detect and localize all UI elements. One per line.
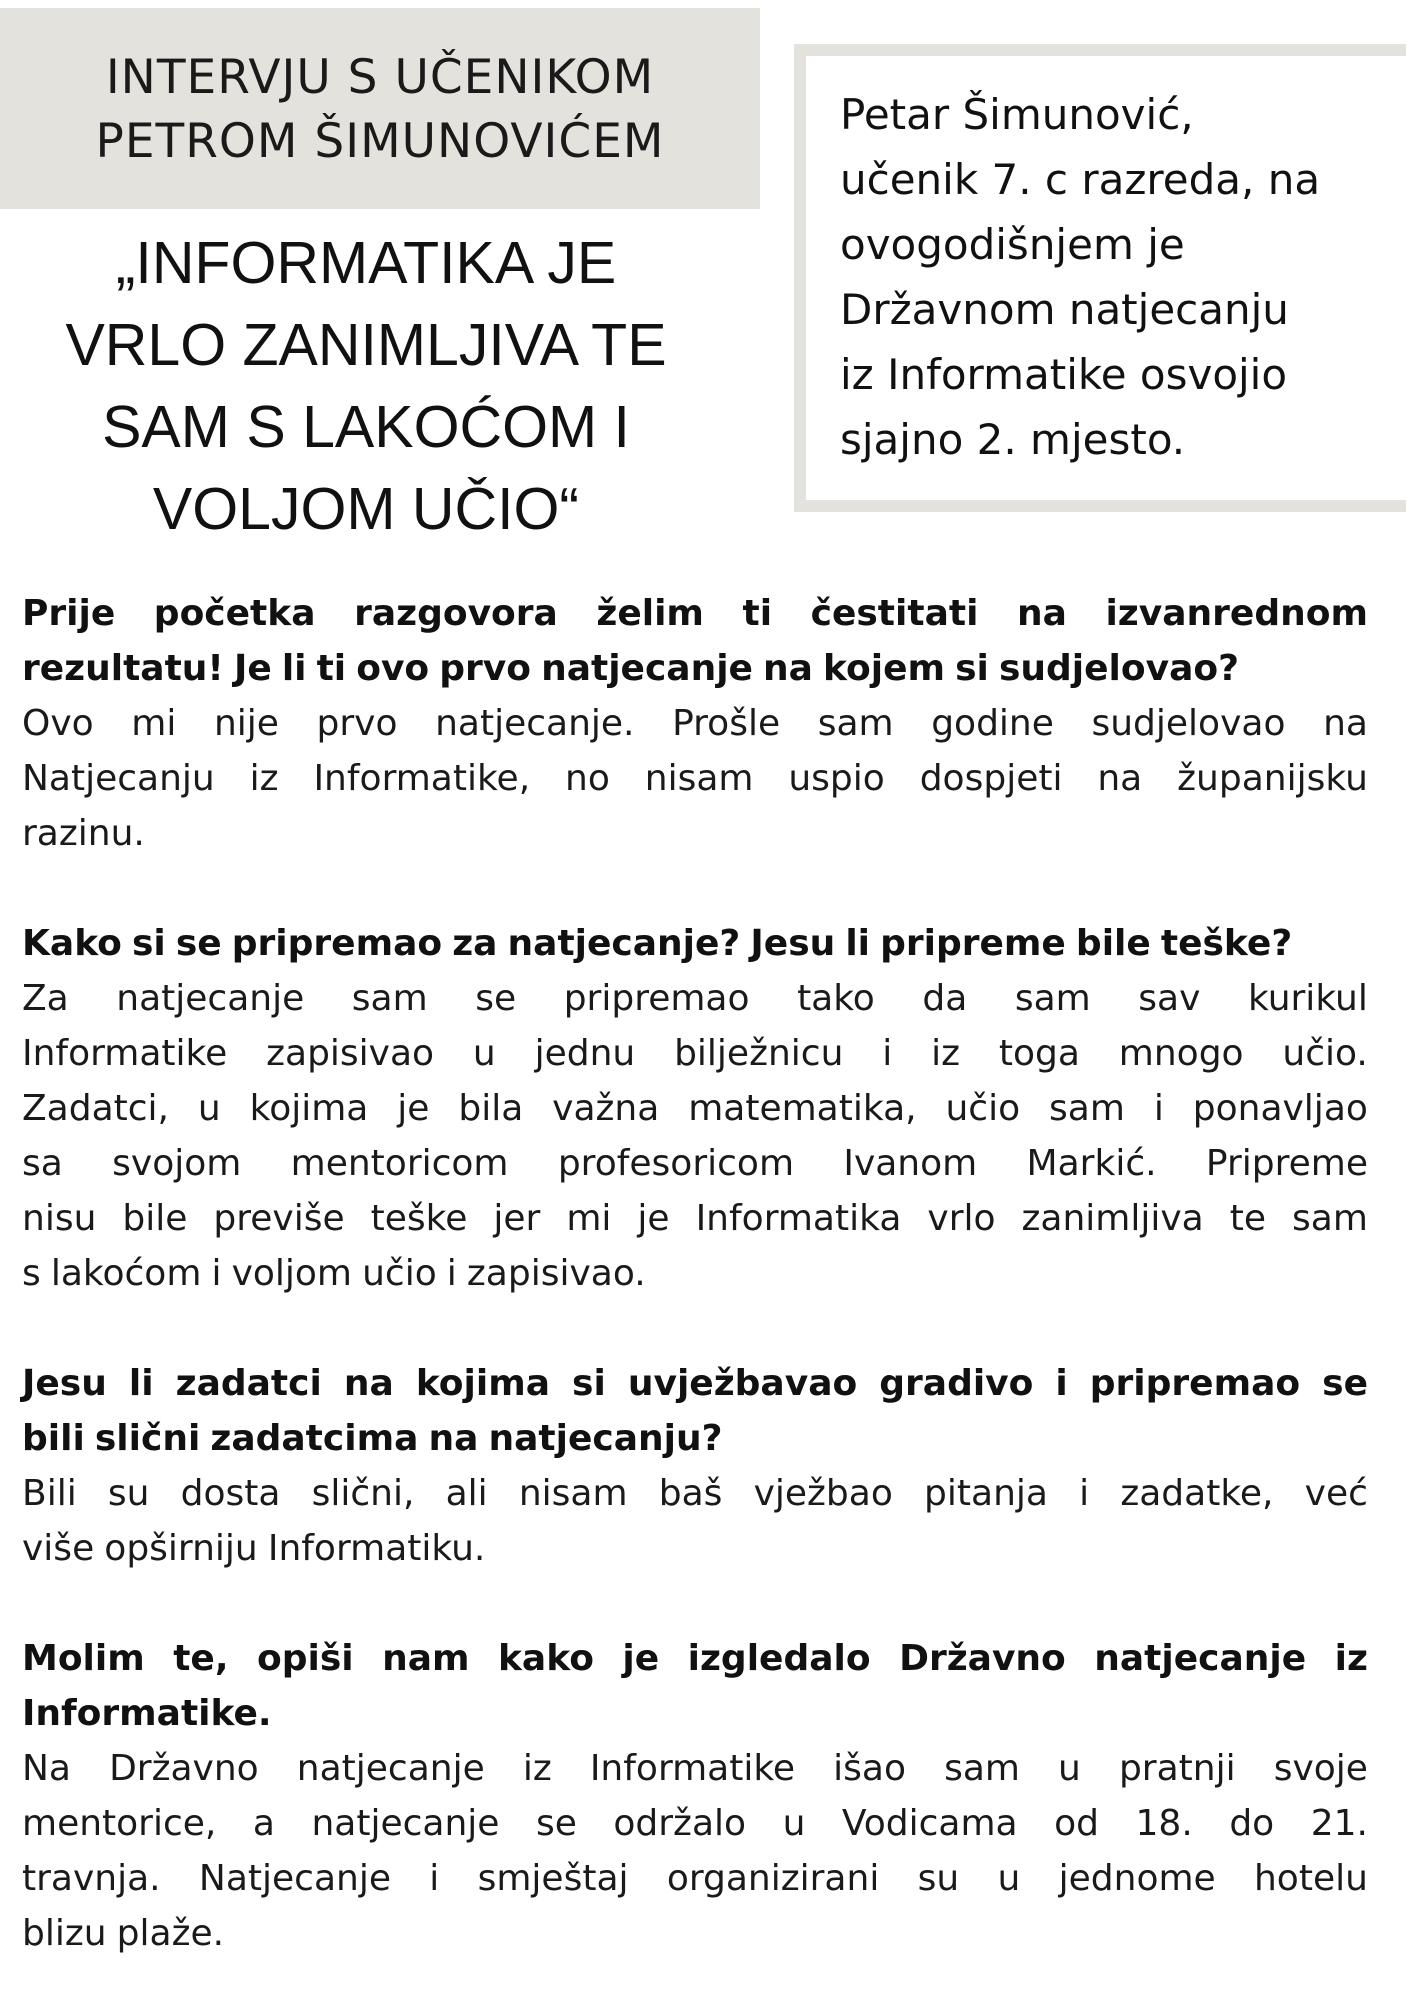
answer-line: Natjecanju iz Informatike, no nisam uspio dospjeti na županijsku [22, 758, 1368, 799]
lead-line: ovogodišnjem je [840, 220, 1185, 269]
answer-line: Ovo mi nije prvo natjecanje. Prošle sam godine sudjelovao na [22, 703, 1368, 744]
interview-body [22, 586, 1368, 1961]
article-title-line: PETROM ŠIMUNOVIĆEM [95, 114, 665, 169]
pull-quote-line: „INFORMATIKA JE [115, 230, 617, 296]
interview-section [22, 586, 1368, 861]
interview-section [22, 1356, 1368, 1576]
question-line: Informatike. [22, 1693, 272, 1734]
answer-line: više opširniju Informatiku. [22, 1528, 486, 1569]
question-line: Molim te, opiši nam kako je izgledalo Državno natjecanje iz [22, 1638, 1368, 1679]
question-line: Kako si se pripremao za natjecanje? Jesu li pripreme bile teške? [22, 923, 1293, 964]
lead-line: Državnom natjecanju [840, 285, 1289, 334]
answer-line: nisu bile previše teške jer mi je Informatika vrlo zanimljiva te sam [22, 1198, 1368, 1239]
answer-line: razinu. [22, 813, 145, 854]
pull-quote-line: VRLO ZANIMLJIVA TE [65, 312, 667, 378]
lead-line: sjajno 2. mjesto. [840, 415, 1186, 464]
question-line: rezultatu! Je li ti ovo prvo natjecanje na kojem si sudjelovao? [22, 648, 1239, 689]
answer-line: s lakoćom i voljom učio i zapisivao. [22, 1253, 646, 1294]
section-spacer [22, 1301, 1368, 1356]
question-line: Prije početka razgovora želim ti čestitati na izvanrednom [22, 593, 1368, 634]
lead-line: Petar Šimunović, [840, 90, 1194, 139]
answer-line: blizu plaže. [22, 1913, 225, 1954]
interview-section [22, 916, 1368, 1301]
answer-line: Za natjecanje sam se pripremao tako da sam sav kurikul [22, 978, 1368, 1019]
pull-quote-line: SAM S LAKOĆOM I [102, 394, 630, 460]
answer-line: Informatike zapisivao u jednu bilježnicu i iz toga mnogo učio. [22, 1033, 1368, 1074]
answer-line: Bili su dosta slični, ali nisam baš vježbao pitanja i zadatke, već [22, 1473, 1368, 1514]
section-spacer [22, 861, 1368, 916]
lead-box [794, 44, 1406, 512]
answer-line: Na Državno natjecanje iz Informatike išao sam u pratnji svoje [22, 1748, 1368, 1789]
interview-section [22, 1631, 1368, 1961]
question-line: bili slični zadatcima na natjecanju? [22, 1418, 723, 1459]
article-title-line: INTERVJU S UČENIKOM [105, 50, 655, 105]
pull-quote [0, 222, 732, 550]
section-spacer [22, 1576, 1368, 1631]
pull-quote-line: VOLJOM UČIO“ [152, 476, 580, 542]
question-line: Jesu li zadatci na kojima si uvježbavao gradivo i pripremao se [22, 1363, 1368, 1404]
answer-line: Zadatci, u kojima je bila važna matematika, učio sam i ponavljao [22, 1088, 1368, 1129]
lead-line: iz Informatike osvojio [840, 350, 1288, 399]
article-title-box [0, 8, 760, 209]
lead-line: učenik 7. c razreda, na [840, 155, 1321, 204]
answer-line: travnja. Natjecanje i smještaj organizirani su u jednome hotelu [22, 1858, 1368, 1899]
answer-line: sa svojom mentoricom profesoricom Ivanom Markić. Pripreme [22, 1143, 1368, 1184]
answer-line: mentorice, a natjecanje se održalo u Vodicama od 18. do 21. [22, 1803, 1368, 1844]
